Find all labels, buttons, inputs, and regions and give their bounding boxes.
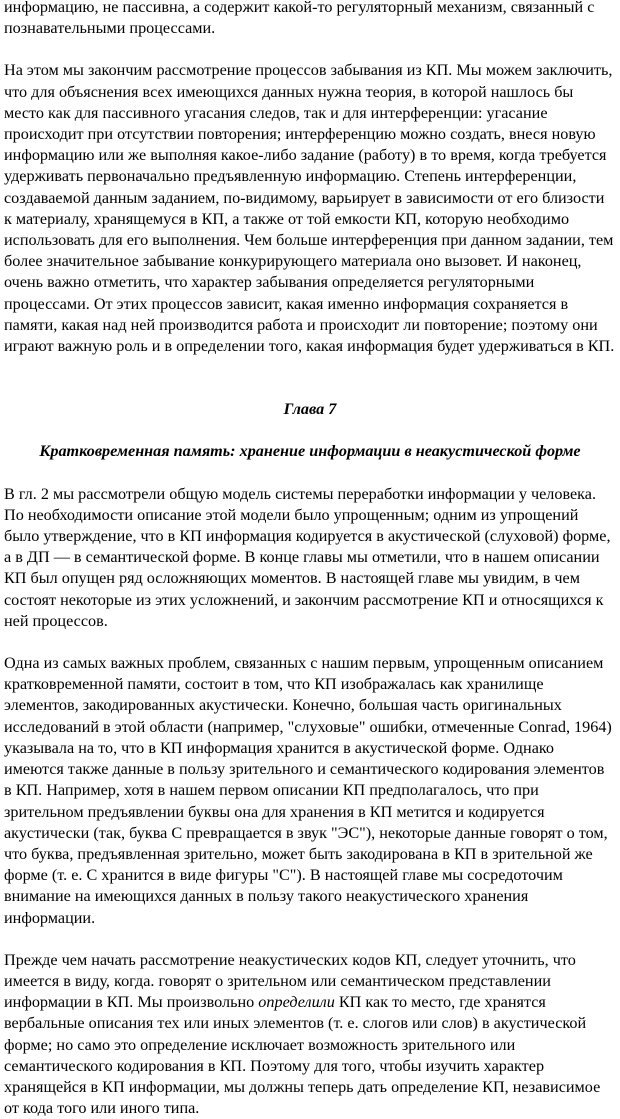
paragraph-definition [4, 950, 616, 1119]
chapter-number: Глава 7 [283, 400, 337, 419]
chapter-title: Кратковременная память: хранение информации в неакустической форме [39, 442, 581, 461]
paragraph-gap [4, 39, 616, 60]
paragraph-gap [4, 632, 616, 653]
paragraph-gap [4, 463, 616, 484]
paragraph-forgetting-conclusion: На этом мы закончим рассмотрение процессов забывания из КП. Мы можем заключить, что для объяснения всех имеющихся данных нужна теория, в которой нашлось бы место как для пассивного угасания следов, так и для интерференции: угасание происходит при отсутствии повторения; интерференцию можно создать, внеся новую информацию или же выполняя какое-либо задание (работу) в то время, когда требуется удерживать первоначально предъявленную информацию. Степень интерференции, создаваемой данным заданием, по-видимому, варьирует в зависимости от его близости к материалу, хранящемуся в КП, а также от той емкости КП, которую необходимо использовать для его выполнения. Чем больше интерференция при данном задании, тем более значительное забывание конкурирующего материала оно вызовет. И наконец, очень важно отметить, что характер забывания определяется регуляторными процессами. От этих процессов зависит, какая именно информация сохраняется в памяти, какая над ней производится работа и происходит ли повторение; поэтому они играют важную роль и в определении того, какая информация будет удерживаться в КП. [4, 61, 615, 356]
paragraph-acoustic-problem: Одна из самых важных проблем, связанных с нашим первым, упрощенным описанием кратковременной памяти, состоит в том, что КП изображалась как хранилище элементов, закодированных акустически. Конечно, большая часть оригинальных исследований в этой области (например, "слуховые" ошибки, отмеченные Conrad, 1964) указывала на то, что в КП информация хранится в акустической форме. Однако имеются также данные в пользу зрительного и семантического кодирования элементов в КП. Например, хотя в нашем первом описании КП предполагалось, что при зрительном предъявлении буквы она для хранения в КП метится и кодируется акустически (так, буква С превращается в звук "ЭС"), некоторые данные говорят о том, что буква, предъявленная зрительно, может быть закодирована в КП в зрительной же форме (т. е. С хранится в виде фигуры "С"). В настоящей главе мы сосредоточим внимание на имеющихся данных в пользу такого неакустического хранения информации. [4, 654, 612, 927]
paragraph-chapter-intro: В гл. 2 мы рассмотрели общую модель системы переработки информации у человека. По необходимости описание этой модели было упрощенным; одним из упрощений было утверждение, что в КП информация кодируется в акустической (слуховой) форме, а в ДП — в семантической форме. В конце главы мы отметили, что в нашем описании КП был опущен ряд осложняющих моментов. В настоящей главе мы увидим, в чем состоят некоторые из этих усложнений, и закончим рассмотрение КП и относящихся к ней процессов. [4, 484, 611, 630]
definition-text-before: Прежде чем начать рассмотрение неакустических кодов КП, следует уточнить, что имеется в виду, когда. говорят о зрительном или семантическом представлении информации в КП. Мы произвольно [4, 950, 576, 1012]
definition-emphasis: определили [258, 993, 335, 1012]
definition-text-after: КП как то место, где хранятся вербальные описания тех или иных элементов (т. е. слогов или слов) в акустической форме; но само это определение исключает возможность зрительного или семантического кодирования в КП. Поэтому для того, чтобы изучить характер хранящейся в КП информации, мы должны теперь дать определение КП, независимое от кода того или иного типа. [4, 993, 601, 1118]
section-gap [4, 357, 616, 399]
paragraph-gap [4, 420, 616, 441]
paragraph-gap [4, 929, 616, 950]
document-page [4, 0, 616, 1119]
paragraph-intro-fragment: информацию, не пассивна, а содержит какой-то регуляторный механизм, связанный с познавательными процессами. [4, 0, 595, 38]
